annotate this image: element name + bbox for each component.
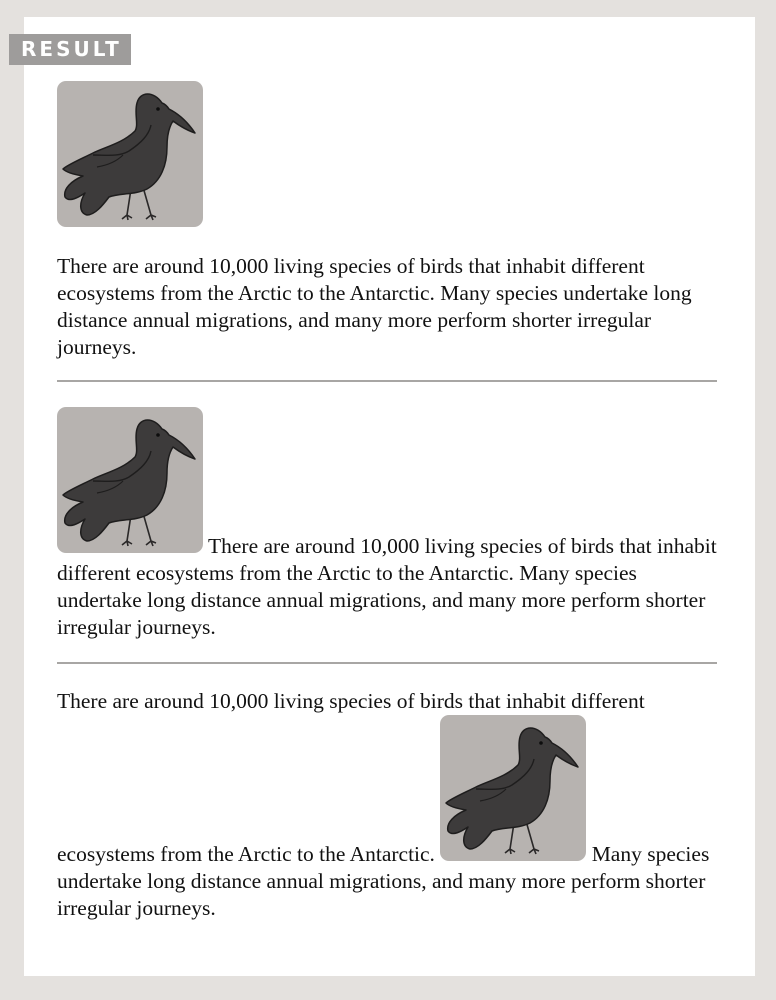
paragraph-text-after: Many species undertake long distance annual migrations, and many more perform shorter irregular journeys. <box>57 842 710 920</box>
bird-image <box>440 715 586 861</box>
bird-illustration <box>57 81 203 227</box>
paragraph-text: There are around 10,000 living species of birds that inhabit different ecosystems from the Arctic to the Antarctic. Many species undertake long distance annual migrations, and many more perform shorter irregular journeys. <box>57 534 717 639</box>
bird-illustration <box>440 715 586 861</box>
paragraph-with-inline-image <box>57 688 719 922</box>
bird-illustration <box>57 407 203 553</box>
paragraph-text-before: There are around 10,000 living species of birds that inhabit different ecosystems from the Arctic to the Antarctic. <box>57 689 645 866</box>
divider <box>57 662 717 664</box>
paragraph-with-inline-image <box>57 407 719 641</box>
paragraph: There are around 10,000 living species of birds that inhabit different ecosystems from the Arctic to the Antarctic. Many species undertake long distance annual migrations, and many more perform shorter irregular journeys. <box>57 254 692 359</box>
divider <box>57 380 717 382</box>
bird-image <box>57 81 203 227</box>
bird-image <box>57 407 203 553</box>
result-badge: RESULT <box>9 34 131 65</box>
